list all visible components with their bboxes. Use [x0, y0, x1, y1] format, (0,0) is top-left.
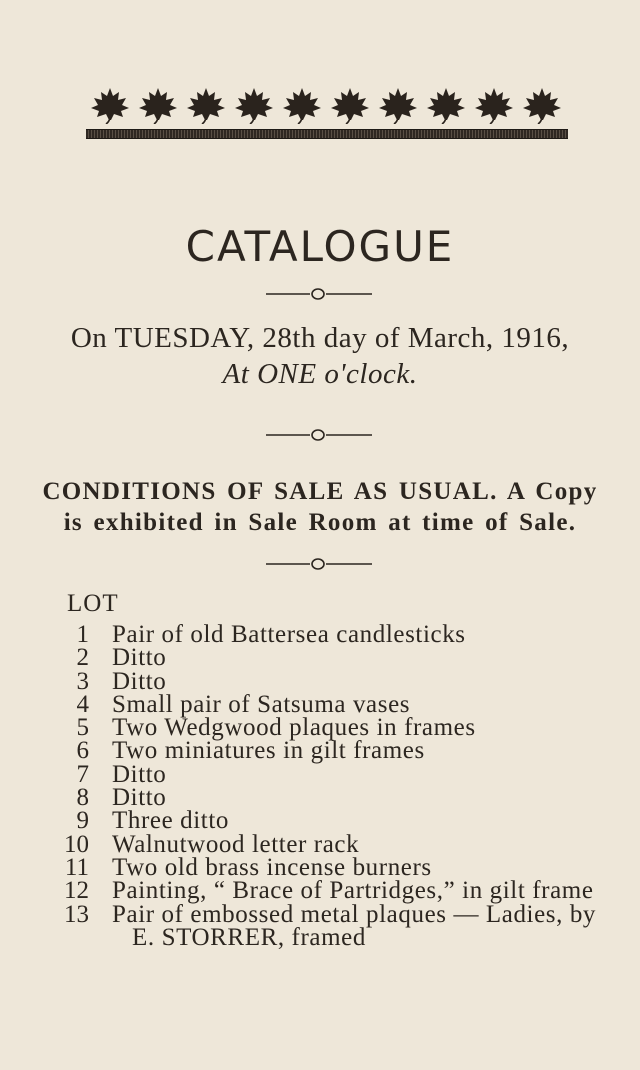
continuation-initial: E. S — [132, 923, 177, 951]
lot-description: Ditto — [112, 760, 167, 788]
lot-number: 1 — [76, 621, 89, 648]
list-item — [0, 760, 640, 788]
ornamental-band — [86, 129, 568, 139]
leaf-ornament-row — [88, 84, 564, 124]
lot-number: 4 — [76, 690, 89, 718]
lot-column-header: LOT — [67, 590, 119, 617]
divider-ornament — [260, 286, 380, 300]
list-item — [0, 621, 640, 648]
lot-number: 9 — [76, 807, 89, 835]
lot-number: 3 — [76, 667, 89, 695]
maple-leaf-icon — [376, 84, 420, 124]
lot-description-continuation — [132, 924, 366, 952]
maple-leaf-icon — [520, 84, 564, 124]
lot-description: Ditto — [112, 784, 167, 812]
maple-leaf-icon — [424, 84, 468, 124]
lot-description: Two old brass incense burners — [112, 853, 432, 881]
maple-leaf-icon — [88, 84, 132, 124]
list-item — [0, 830, 640, 858]
lot-list — [0, 621, 640, 951]
list-item — [0, 807, 640, 835]
lot-description: Pair of old Battersea candlesticks — [112, 621, 466, 648]
lot-description: Pair of embossed metal plaques — Ladies, by — [112, 900, 597, 928]
maple-leaf-icon — [472, 84, 516, 124]
catalogue-title: CATALOGUE — [185, 222, 455, 271]
lot-number: 5 — [76, 714, 89, 742]
lot-number: 7 — [76, 760, 89, 788]
list-item — [0, 900, 640, 928]
lot-description: Two miniatures in gilt frames — [112, 737, 425, 765]
list-item — [0, 714, 640, 742]
list-item — [0, 667, 640, 695]
maple-leaf-icon — [280, 84, 324, 124]
lot-number: 2 — [76, 644, 89, 672]
lot-number: 11 — [64, 853, 89, 881]
list-item — [0, 644, 640, 672]
continuation-surname: TORRER — [176, 923, 278, 951]
maple-leaf-icon — [184, 84, 228, 124]
sale-time-line: At ONE o'clock. — [222, 358, 418, 390]
list-item — [0, 737, 640, 765]
lot-number: 8 — [76, 784, 89, 812]
divider-ornament — [260, 427, 380, 441]
lot-number: 10 — [64, 830, 89, 858]
lot-description: Painting, “ Brace of Partridges,” in gilt frame — [112, 877, 594, 905]
lot-description: Ditto — [112, 644, 167, 672]
conditions-line-1: CONDITIONS OF SALE AS USUAL. A Copy — [42, 478, 598, 505]
maple-leaf-icon — [136, 84, 180, 124]
list-item — [0, 784, 640, 812]
list-item — [0, 877, 640, 905]
list-item — [0, 853, 640, 881]
maple-leaf-icon — [328, 84, 372, 124]
sale-date-line: On TUESDAY, 28th day of March, 1916, — [70, 322, 570, 354]
list-item-continuation — [0, 923, 640, 951]
lot-description: Walnutwood letter rack — [112, 830, 360, 858]
lot-description: Two Wedgwood plaques in frames — [112, 714, 476, 742]
lot-description: Three ditto — [112, 807, 229, 835]
lot-number: 13 — [64, 900, 89, 928]
lot-number: 12 — [64, 877, 89, 905]
maple-leaf-icon — [232, 84, 276, 124]
continuation-tail: , framed — [277, 923, 366, 951]
lot-description: Small pair of Satsuma vases — [112, 690, 411, 718]
lot-description: Ditto — [112, 667, 167, 695]
list-item — [0, 690, 640, 718]
divider-ornament — [260, 556, 380, 570]
conditions-line-2: is exhibited in Sale Room at time of Sale. — [63, 509, 577, 536]
lot-number: 6 — [76, 737, 89, 765]
